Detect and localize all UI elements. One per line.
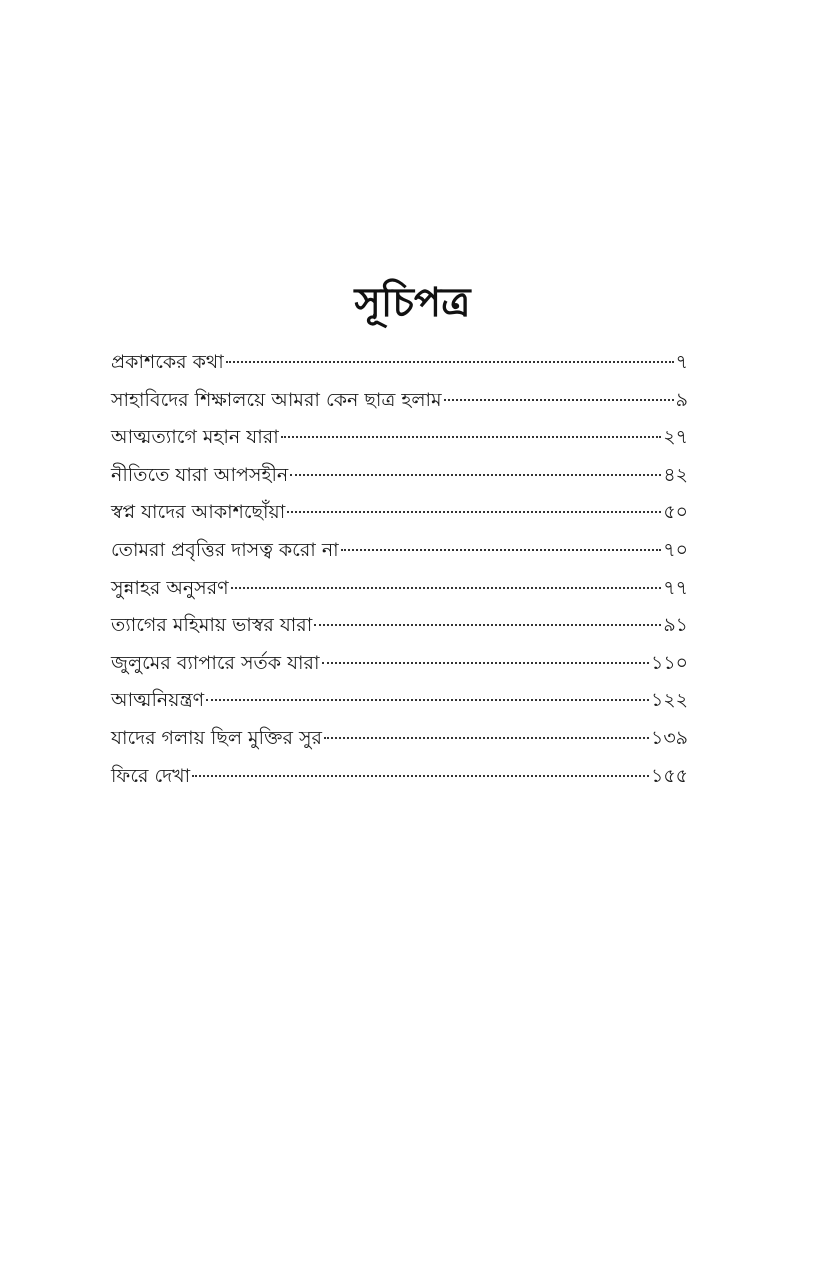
dot-leader — [226, 360, 674, 363]
toc-entry-label: আত্মত্যাগে মহান যারা — [111, 426, 279, 449]
toc-entry-label: সাহাবিদের শিক্ষালয়ে আমরা কেন ছাত্র হলাম — [111, 388, 442, 411]
toc-entry[interactable] — [111, 419, 688, 457]
toc-entry[interactable] — [111, 758, 688, 796]
toc-entry-page: ১১০ — [650, 651, 688, 674]
toc-entry-page: ৯১ — [663, 614, 688, 637]
toc-entry-page: ৭ — [675, 351, 688, 373]
toc-entry[interactable] — [111, 645, 688, 683]
toc-entry[interactable] — [111, 682, 688, 720]
toc-entry[interactable] — [111, 382, 688, 420]
toc-entry[interactable] — [111, 494, 688, 532]
dot-leader — [290, 473, 661, 476]
dot-leader — [206, 698, 649, 701]
toc-entry-page: ১৩৯ — [650, 726, 688, 749]
toc-entry[interactable] — [111, 344, 688, 382]
toc-entry-label: সুন্নাহর অনুসরণ — [111, 576, 229, 599]
dot-leader — [231, 586, 662, 589]
toc-entry-page: ৭৭ — [663, 576, 688, 599]
dot-leader — [324, 736, 649, 739]
toc-list — [111, 344, 688, 795]
toc-entry[interactable] — [111, 570, 688, 608]
dot-leader — [322, 661, 649, 664]
toc-entry[interactable] — [111, 607, 688, 645]
toc-entry-label: তোমরা প্রবৃত্তির দাসত্ব করো না — [111, 538, 339, 561]
dot-leader — [444, 398, 674, 401]
toc-entry[interactable] — [111, 532, 688, 570]
toc-entry-label: প্রকাশকের কথা — [111, 351, 224, 373]
toc-entry-label: আত্মনিয়ন্ত্রণ — [111, 689, 205, 712]
dot-leader — [314, 623, 661, 626]
toc-entry-page: ১২২ — [650, 689, 688, 712]
dot-leader — [287, 510, 661, 513]
toc-entry-label: ফিরে দেখা — [111, 764, 191, 787]
toc-entry-label: নীতিতে যারা আপসহীন — [111, 463, 289, 486]
toc-entry-label: জুলুমের ব্যাপারে সর্তক যারা — [111, 651, 320, 674]
toc-title: সূচিপত্র — [354, 279, 471, 326]
toc-entry-page: ৯ — [675, 388, 688, 411]
toc-entry-page: ৪২ — [663, 463, 688, 486]
dot-leader — [192, 774, 649, 777]
toc-entry-page: ৭০ — [663, 538, 688, 561]
toc-entry-label: স্বপ্ন যাদের আকাশছোঁয়া — [111, 501, 286, 524]
dot-leader — [341, 548, 662, 551]
toc-entry-label: যাদের গলায় ছিল মুক্তির সুর — [111, 726, 322, 749]
toc-entry[interactable] — [111, 457, 688, 495]
dot-leader — [281, 435, 662, 438]
toc-entry[interactable] — [111, 720, 688, 758]
toc-entry-page: ২৭ — [663, 426, 688, 449]
toc-entry-label: ত্যাগের মহিমায় ভাস্বর যারা — [111, 614, 313, 637]
toc-entry-page: ১৫৫ — [651, 764, 688, 787]
toc-entry-page: ৫০ — [663, 501, 688, 524]
